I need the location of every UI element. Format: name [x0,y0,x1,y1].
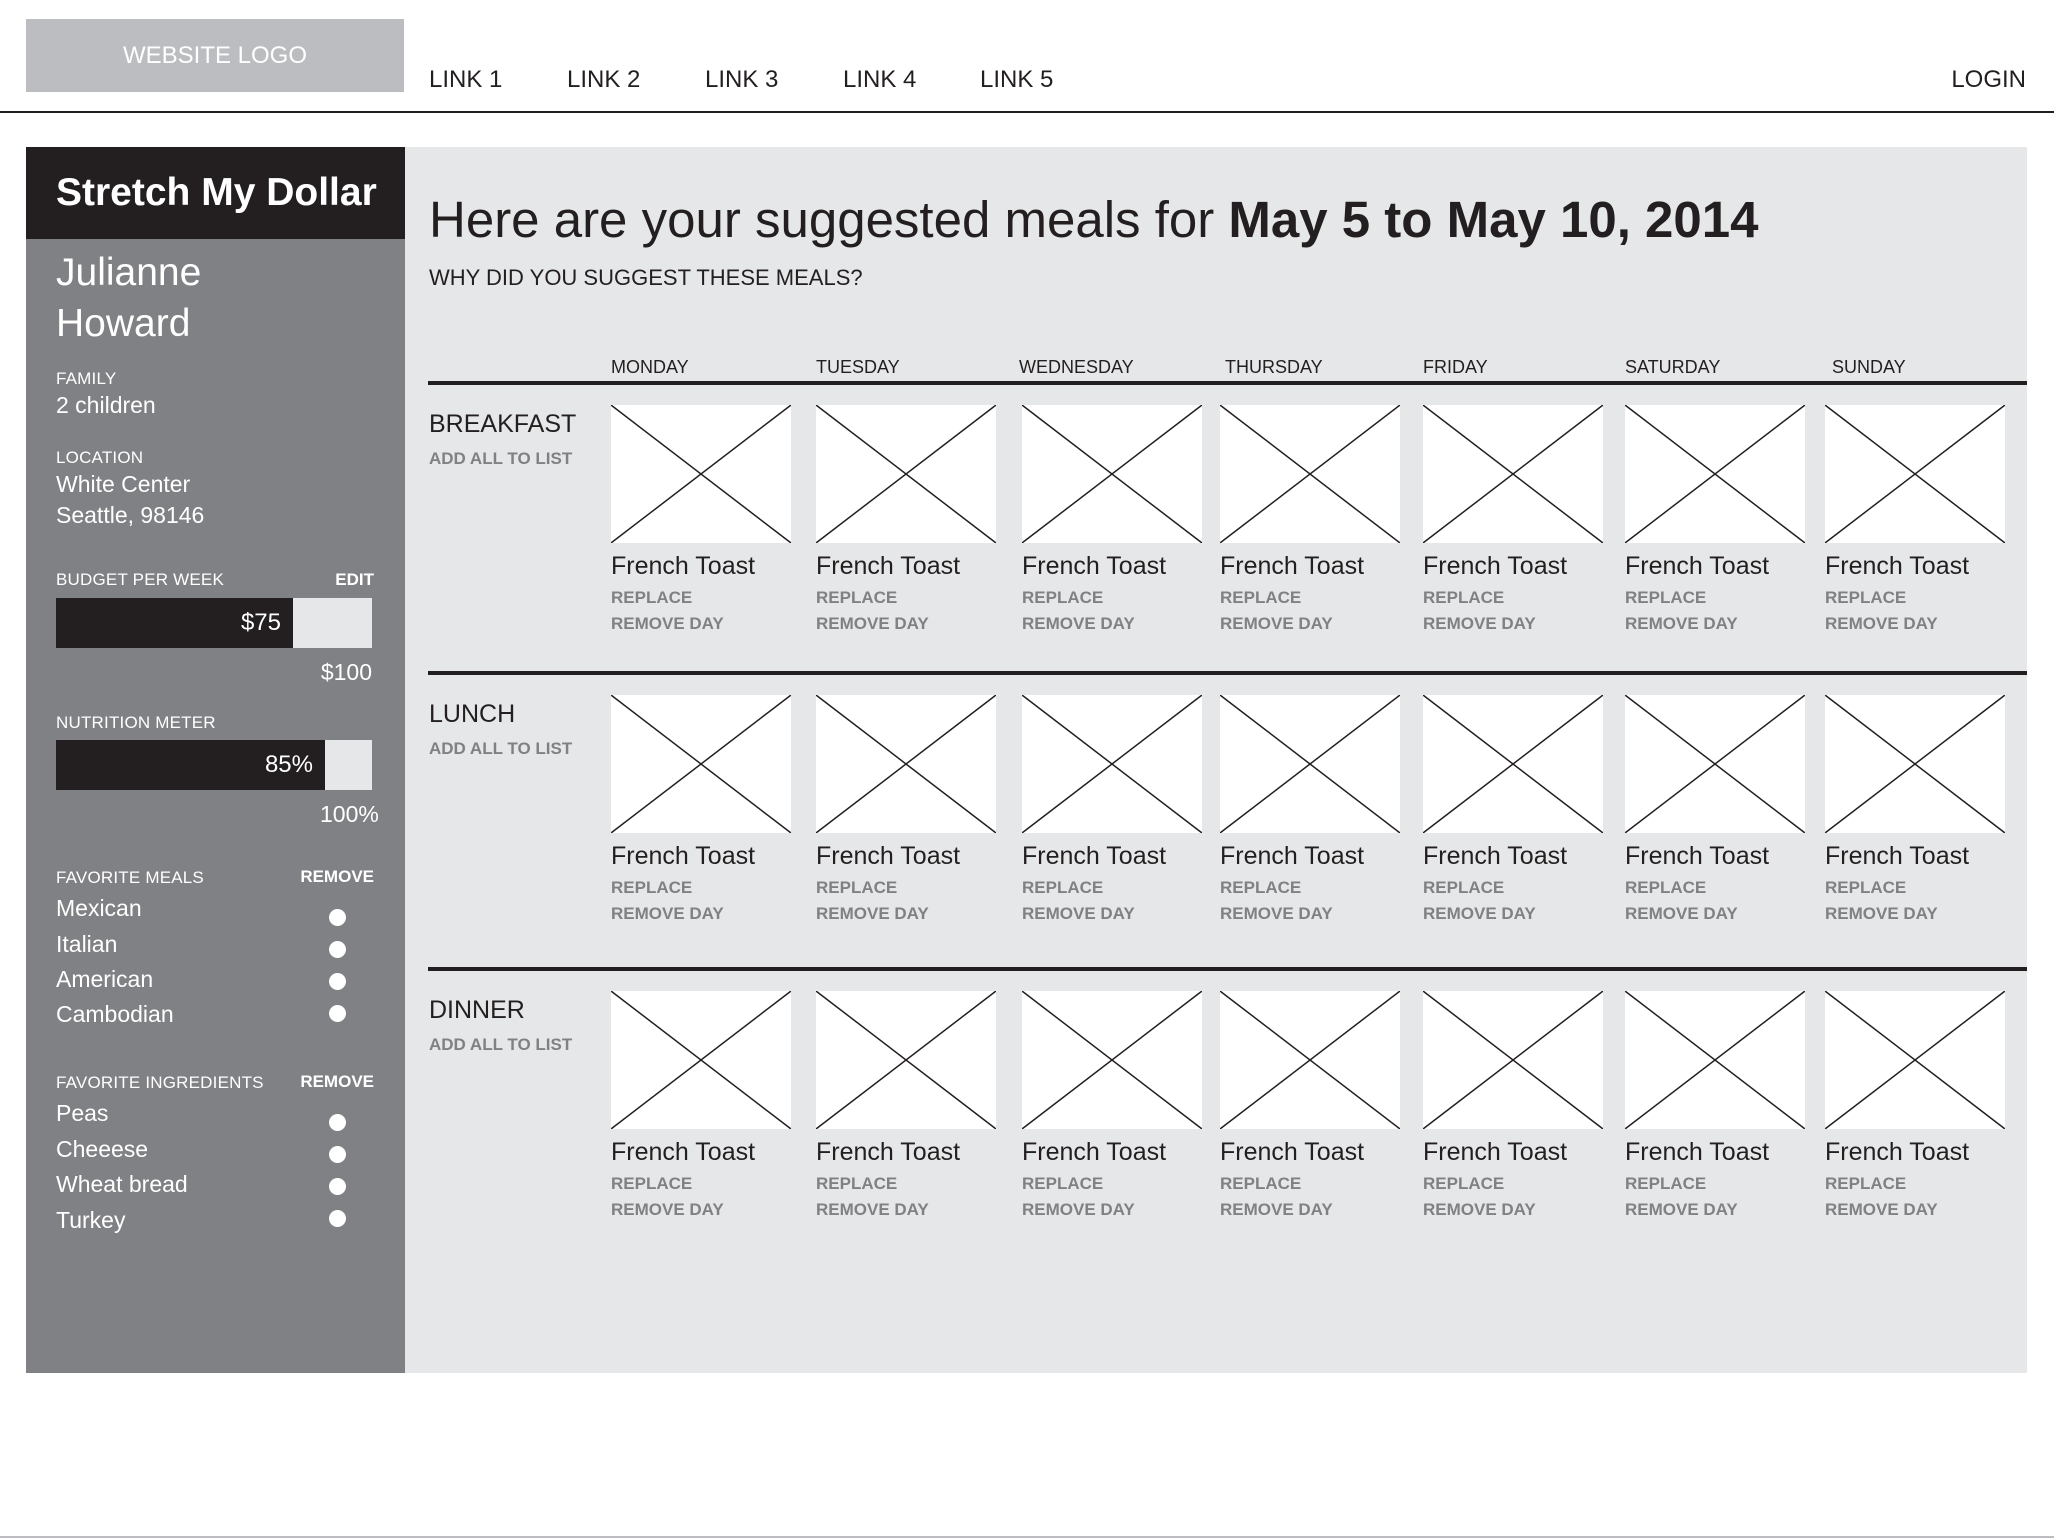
favorite-ingredients-label: FAVORITE INGREDIENTS [56,1073,264,1092]
meal-image-placeholder[interactable] [1220,405,1400,543]
nav-link-2[interactable]: LINK 2 [567,66,641,93]
meal-image-placeholder[interactable] [816,991,996,1129]
user-name [56,247,201,349]
remove-meal-radio[interactable] [329,973,346,990]
remove-day-link[interactable]: REMOVE DAY [1423,614,1536,633]
replace-link[interactable]: REPLACE [1625,588,1707,607]
meal-image-placeholder[interactable] [1423,991,1603,1129]
login-link[interactable]: LOGIN [1951,66,2026,93]
image-placeholder-icon [816,405,996,543]
location-label: LOCATION [56,448,144,467]
remove-day-link[interactable]: REMOVE DAY [1423,904,1536,923]
meal-image-placeholder[interactable] [1220,991,1400,1129]
header-divider [0,111,2054,113]
favorite-ingredient-item: Wheat bread [56,1171,188,1197]
image-placeholder-icon [1423,991,1603,1129]
image-placeholder-icon [1220,405,1400,543]
meal-section-title: LUNCH [429,700,516,728]
remove-day-link[interactable]: REMOVE DAY [1825,614,1938,633]
meal-image-placeholder[interactable] [1625,991,1805,1129]
meal-name: French Toast [611,1138,756,1166]
meal-name: French Toast [1423,842,1568,870]
favorite-ingredient-item: Turkey [56,1207,126,1233]
meal-image-placeholder[interactable] [611,695,791,833]
replace-link[interactable]: REPLACE [1022,1174,1104,1193]
favorite-meals-label: FAVORITE MEALS [56,868,204,887]
remove-ingredient-radio[interactable] [329,1114,346,1131]
meal-name: French Toast [1220,842,1365,870]
remove-day-link[interactable]: REMOVE DAY [1022,614,1135,633]
replace-link[interactable]: REPLACE [816,588,898,607]
replace-link[interactable]: REPLACE [816,878,898,897]
meal-name: French Toast [1825,842,1970,870]
meal-name: French Toast [1220,552,1365,580]
replace-link[interactable]: REPLACE [1423,588,1505,607]
meal-name: French Toast [1825,552,1970,580]
page-headline [429,190,1759,249]
replace-link[interactable]: REPLACE [611,878,693,897]
replace-link[interactable]: REPLACE [1022,588,1104,607]
day-header-wednesday: WEDNESDAY [1019,357,1134,377]
meal-image-placeholder[interactable] [1423,695,1603,833]
replace-link[interactable]: REPLACE [816,1174,898,1193]
replace-link[interactable]: REPLACE [1220,1174,1302,1193]
remove-ingredient-radio[interactable] [329,1146,346,1163]
meal-image-placeholder[interactable] [1825,405,2005,543]
meal-image-placeholder[interactable] [611,405,791,543]
remove-day-link[interactable]: REMOVE DAY [816,1200,929,1219]
app-name: Stretch My Dollar [26,147,405,239]
favorite-ingredients-remove-label: REMOVE [300,1072,374,1091]
image-placeholder-icon [1825,991,2005,1129]
image-placeholder-icon [1220,695,1400,833]
nav-link-5[interactable]: LINK 5 [980,66,1054,93]
favorite-meal-item: Italian [56,931,118,957]
location-line2: Seattle, 98146 [56,502,205,528]
meal-name: French Toast [1423,552,1568,580]
nutrition-label: NUTRITION METER [56,713,216,732]
image-placeholder-icon [1423,405,1603,543]
favorite-meals-remove-label: REMOVE [300,867,374,886]
remove-day-link[interactable]: REMOVE DAY [611,1200,724,1219]
image-placeholder-icon [1825,405,2005,543]
meal-name: French Toast [611,842,756,870]
remove-day-link[interactable]: REMOVE DAY [1220,1200,1333,1219]
meal-section-title: DINNER [429,996,525,1024]
image-placeholder-icon [1220,991,1400,1129]
day-header-saturday: SATURDAY [1625,357,1721,377]
meal-section-divider [428,381,2027,385]
nav-link-1[interactable]: LINK 1 [429,66,503,93]
meal-section-title: BREAKFAST [429,410,577,438]
nav-link-3[interactable]: LINK 3 [705,66,779,93]
remove-day-link[interactable]: REMOVE DAY [611,614,724,633]
nav-link-4[interactable]: LINK 4 [843,66,917,93]
favorite-meal-item: Cambodian [56,1001,174,1027]
meal-image-placeholder[interactable] [1022,405,1202,543]
meal-image-placeholder[interactable] [1022,695,1202,833]
nutrition-value: 85% [264,751,313,778]
remove-ingredient-radio[interactable] [329,1178,346,1195]
remove-day-link[interactable]: REMOVE DAY [1625,614,1738,633]
favorite-ingredient-item: Peas [56,1100,109,1126]
user-last-name: Howard [56,302,191,345]
replace-link[interactable]: REPLACE [1220,588,1302,607]
add-all-to-list-link[interactable]: ADD ALL TO LIST [429,739,573,758]
budget-max: $100 [320,659,372,685]
image-placeholder-icon [1625,405,1805,543]
footer-divider [0,1536,2054,1538]
meal-name: French Toast [1022,552,1167,580]
meal-name: French Toast [1625,1138,1770,1166]
remove-meal-radio[interactable] [329,909,346,926]
image-placeholder-icon [611,695,791,833]
remove-day-link[interactable]: REMOVE DAY [816,614,929,633]
remove-day-link[interactable]: REMOVE DAY [611,904,724,923]
nutrition-meter [56,740,372,790]
meal-name: French Toast [1022,842,1167,870]
image-placeholder-icon [816,695,996,833]
meal-image-placeholder[interactable] [611,991,791,1129]
replace-link[interactable]: REPLACE [611,1174,693,1193]
image-placeholder-icon [611,991,791,1129]
replace-link[interactable]: REPLACE [1825,588,1907,607]
meal-name: French Toast [816,1138,961,1166]
user-first-name: Julianne [56,251,202,294]
image-placeholder-icon [1625,695,1805,833]
remove-day-link[interactable]: REMOVE DAY [1220,904,1333,923]
meal-image-placeholder[interactable] [1825,695,2005,833]
budget-edit-link[interactable]: EDIT [335,570,374,589]
headline-date-range: May 5 to May 10, 2014 [1228,191,1759,248]
day-header-thursday: THURSDAY [1225,357,1323,377]
remove-day-link[interactable]: REMOVE DAY [1220,614,1333,633]
replace-link[interactable]: REPLACE [1423,878,1505,897]
family-label: FAMILY [56,369,117,388]
why-suggested-link[interactable]: WHY DID YOU SUGGEST THESE MEALS? [429,265,863,290]
meal-image-placeholder[interactable] [1022,991,1202,1129]
remove-day-link[interactable]: REMOVE DAY [816,904,929,923]
meal-name: French Toast [1423,1138,1568,1166]
add-all-to-list-link[interactable]: ADD ALL TO LIST [429,1035,573,1054]
image-placeholder-icon [1825,695,2005,833]
replace-link[interactable]: REPLACE [1825,1174,1907,1193]
meal-image-placeholder[interactable] [1825,991,2005,1129]
meal-name: French Toast [816,842,961,870]
image-placeholder-icon [1625,991,1805,1129]
headline-prefix: Here are your suggested meals for [429,191,1229,248]
replace-link[interactable]: REPLACE [1625,1174,1707,1193]
location-line1: White Center [56,471,191,497]
meal-name: French Toast [1022,1138,1167,1166]
remove-day-link[interactable]: REMOVE DAY [1022,904,1135,923]
replace-link[interactable]: REPLACE [1022,878,1104,897]
image-placeholder-icon [1022,695,1202,833]
meal-section-divider [428,671,2027,675]
remove-day-link[interactable]: REMOVE DAY [1625,904,1738,923]
remove-meal-radio[interactable] [329,941,346,958]
image-placeholder-icon [816,991,996,1129]
website-logo[interactable]: WEBSITE LOGO [26,19,404,92]
favorite-ingredient-item: Cheeese [56,1136,149,1162]
meal-plan-panel [405,147,2027,1373]
budget-meter [56,598,372,648]
meal-image-placeholder[interactable] [816,405,996,543]
day-header-friday: FRIDAY [1423,357,1488,377]
meal-section-divider [428,967,2027,971]
profile-sidebar [26,147,405,1373]
meal-image-placeholder[interactable] [1220,695,1400,833]
image-placeholder-icon [611,405,791,543]
image-placeholder-icon [1022,991,1202,1129]
meal-image-placeholder[interactable] [816,695,996,833]
day-header-sunday: SUNDAY [1832,357,1906,377]
budget-value: $75 [240,609,281,636]
nutrition-max: 100% [320,801,379,827]
meal-name: French Toast [816,552,961,580]
meal-name: French Toast [1625,842,1770,870]
replace-link[interactable]: REPLACE [1423,1174,1505,1193]
replace-link[interactable]: REPLACE [1220,878,1302,897]
replace-link[interactable]: REPLACE [1825,878,1907,897]
meal-name: French Toast [1825,1138,1970,1166]
meal-image-placeholder[interactable] [1625,405,1805,543]
meal-name: French Toast [1625,552,1770,580]
remove-day-link[interactable]: REMOVE DAY [1022,1200,1135,1219]
family-value: 2 children [56,392,156,418]
day-header-monday: MONDAY [611,357,689,377]
remove-day-link[interactable]: REMOVE DAY [1625,1200,1738,1219]
meal-name: French Toast [1220,1138,1365,1166]
remove-day-link[interactable]: REMOVE DAY [1423,1200,1536,1219]
remove-ingredient-radio[interactable] [329,1210,346,1227]
remove-day-link[interactable]: REMOVE DAY [1825,904,1938,923]
meal-image-placeholder[interactable] [1423,405,1603,543]
favorite-meal-item: American [56,966,154,992]
remove-day-link[interactable]: REMOVE DAY [1825,1200,1938,1219]
meal-name: French Toast [611,552,756,580]
image-placeholder-icon [1423,695,1603,833]
day-header-tuesday: TUESDAY [816,357,900,377]
remove-meal-radio[interactable] [329,1005,346,1022]
add-all-to-list-link[interactable]: ADD ALL TO LIST [429,449,573,468]
image-placeholder-icon [1022,405,1202,543]
replace-link[interactable]: REPLACE [611,588,693,607]
meal-image-placeholder[interactable] [1625,695,1805,833]
budget-label: BUDGET PER WEEK [56,570,224,589]
favorite-meal-item: Mexican [56,895,142,921]
replace-link[interactable]: REPLACE [1625,878,1707,897]
